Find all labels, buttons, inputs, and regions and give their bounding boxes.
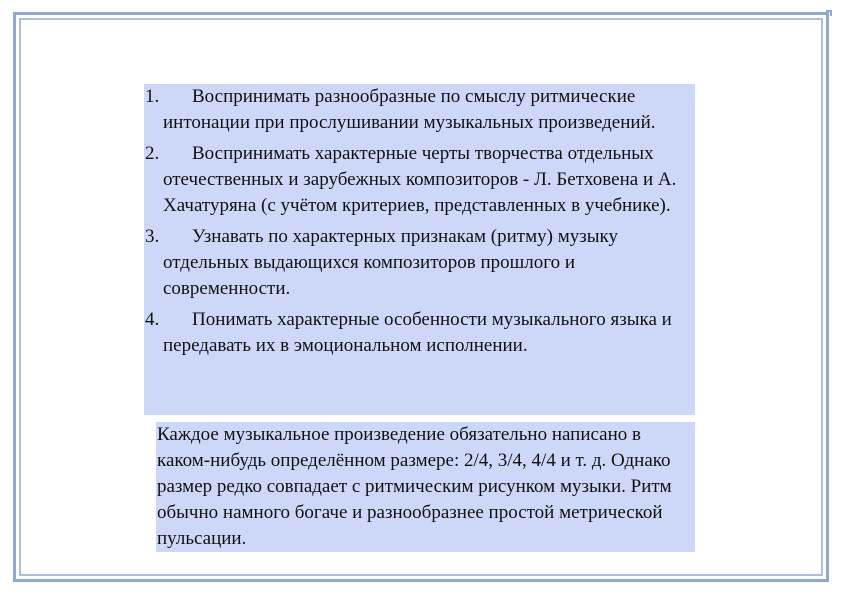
goal-item-3 <box>144 224 695 302</box>
goal-item-1 <box>144 84 695 136</box>
goal-text: Воспринимать разнообразные по смыслу ритмические интонации при прослушивании музыкальных произведений. <box>163 86 656 133</box>
frame-corner-decoration <box>826 10 832 16</box>
goal-text: Узнавать по характерных признакам (ритму) музыку отдельных выдающихся композиторов прошлого и современности. <box>163 226 618 299</box>
goal-number: 3. <box>145 226 160 247</box>
goal-number: 4. <box>145 309 160 330</box>
summary-paragraph: Каждое музыкальное произведение обязательно написано в каком-нибудь определённом размере: 2/4, 3/4, 4/4 и т. д. Однако размер редко совпадает с ритмическим рисунком музыки. Ритм обычно намного богаче и разнообразнее простой метрической пульсации. <box>156 422 695 552</box>
goal-number: 2. <box>145 143 160 164</box>
goal-item-4 <box>144 307 695 359</box>
goal-text: Воспринимать характерные черты творчества отдельных отечественных и зарубежных композиторов - Л. Бетховена и А. Хачатуряна (с учётом критериев, представленных в учебнике). <box>163 143 677 216</box>
goal-text: Понимать характерные особенности музыкального языка и передавать их в эмоциональном исполнении. <box>163 309 672 356</box>
goals-list <box>144 84 695 415</box>
goal-number: 1. <box>145 86 160 107</box>
goal-item-2 <box>144 141 695 219</box>
